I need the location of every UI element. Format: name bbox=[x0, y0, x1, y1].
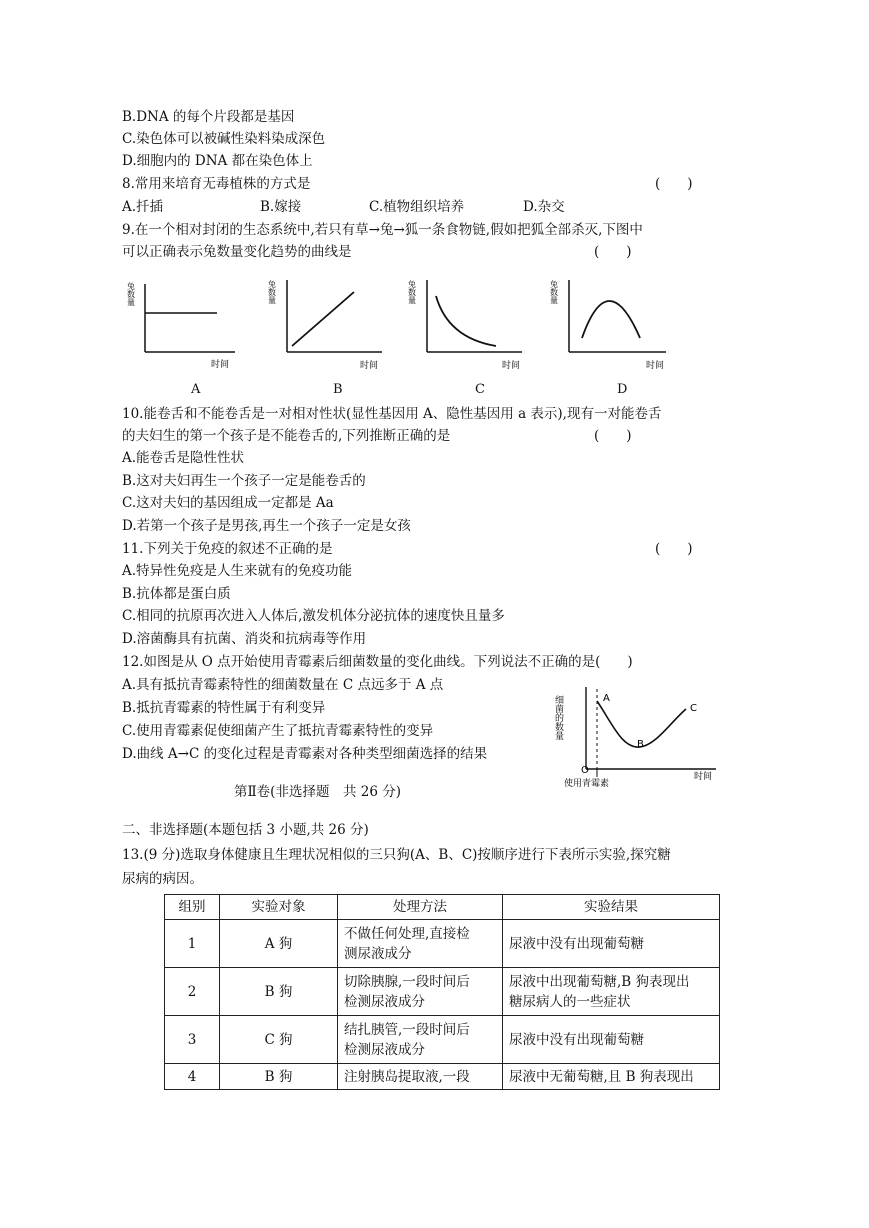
q11-option-b: B.抗体都是蛋白质 bbox=[122, 586, 231, 602]
q11-option-d: D.溶菌酶具有抗菌、消炎和抗病毒等作用 bbox=[122, 631, 367, 647]
q10-option-d: D.若第一个孩子是男孩,再生一个孩子一定是女孩 bbox=[122, 518, 411, 534]
table-cell-result: 尿液中没有出现葡萄糖 bbox=[503, 1016, 720, 1064]
q7-option-c: C.染色体可以被碱性染料染成深色 bbox=[122, 131, 326, 147]
q9-caption-c: C bbox=[475, 382, 485, 397]
q9-caption-d: D bbox=[617, 382, 628, 397]
q9-caption-a: A bbox=[191, 382, 201, 397]
q9-graph-a bbox=[125, 272, 237, 372]
graph-c-xlabel: 时间 bbox=[502, 361, 521, 371]
q12-graph-point-c: C bbox=[690, 703, 697, 714]
q9-caption-b: B bbox=[333, 382, 343, 397]
q12-option-c: C.使用青霉素促使细菌产生了抵抗青霉素特性的变异 bbox=[122, 723, 434, 739]
table-row bbox=[165, 920, 720, 968]
q9-graph-d bbox=[550, 272, 668, 372]
q12-graph-point-b: B bbox=[637, 739, 644, 750]
table-cell-result: 尿液中没有出现葡萄糖 bbox=[503, 920, 720, 968]
table-header-row bbox=[165, 895, 720, 920]
table-row bbox=[165, 1016, 720, 1064]
table-cell-group: 4 bbox=[165, 1064, 220, 1090]
q9-graph-b bbox=[268, 272, 384, 372]
q11-option-a: A.特异性免疫是人生来就有的免疫功能 bbox=[122, 563, 353, 579]
q7-option-d: D.细胞内的 DNA 都在染色体上 bbox=[122, 153, 313, 169]
q9-graph-c bbox=[408, 272, 524, 372]
q10-option-c: C.这对夫妇的基因组成一定都是 Aa bbox=[122, 495, 334, 511]
graph-b-curve bbox=[292, 292, 354, 346]
q12-graph-ylabel: 细菌的数量 bbox=[553, 695, 563, 740]
q9-stem-line1: 9.在一个相对封闭的生态系统中,若只有草→兔→狐一条食物链,假如把狐全部杀灭,下图中 bbox=[122, 222, 643, 238]
q10-answer-paren: ( ) bbox=[594, 428, 632, 444]
graph-a-ylabel: 兔数量 bbox=[126, 282, 136, 306]
table-header-method: 处理方法 bbox=[338, 895, 503, 920]
q12-graph-origin: O bbox=[581, 765, 589, 776]
table-cell-group: 1 bbox=[165, 920, 220, 968]
q12-graph-point-a: A bbox=[603, 693, 610, 704]
table-header-subject: 实验对象 bbox=[220, 895, 338, 920]
graph-d-curve bbox=[582, 301, 640, 338]
q8-stem: 8.常用来培育无毒植株的方式是 bbox=[122, 176, 311, 192]
q13-stem-line2: 尿病的病因。 bbox=[122, 871, 203, 887]
table-cell-subject: B 狗 bbox=[220, 968, 338, 1016]
q12-bacteria-graph bbox=[553, 683, 726, 795]
table-cell-group: 3 bbox=[165, 1016, 220, 1064]
table-header-result: 实验结果 bbox=[503, 895, 720, 920]
q12-option-b: B.抵抗青霉素的特性属于有利变异 bbox=[122, 700, 326, 716]
q10-option-a: A.能卷舌是隐性性状 bbox=[122, 450, 245, 466]
table-cell-method: 注射胰岛提取液,一段 bbox=[338, 1064, 503, 1090]
table-cell-result: 尿液中出现葡萄糖,B 狗表现出 糖尿病人的一些症状 bbox=[503, 968, 720, 1016]
table-row bbox=[165, 1064, 720, 1090]
q8-option-c: C.植物组织培养 bbox=[369, 199, 465, 215]
q13-stem-line1: 13.(9 分)选取身体健康且生理状况相似的三只狗(A、B、C)按顺序进行下表所示实验,探究糖 bbox=[122, 847, 671, 863]
table-cell-subject: C 狗 bbox=[220, 1016, 338, 1064]
graph-d-xlabel: 时间 bbox=[646, 361, 665, 371]
q8-answer-paren: ( ) bbox=[655, 176, 693, 192]
q10-stem-line1: 10.能卷舌和不能卷舌是一对相对性状(显性基因用 A、隐性基因用 a 表示),现有一对能卷舌 bbox=[122, 406, 662, 422]
q12-graph-under-label: 使用青霉素 bbox=[564, 779, 610, 789]
q10-option-b: B.这对夫妇再生一个孩子一定是能卷舌的 bbox=[122, 473, 366, 489]
table-cell-method: 不做任何处理,直接检 测尿液成分 bbox=[338, 920, 503, 968]
q7-option-b: B.DNA 的每个片段都是基因 bbox=[122, 109, 295, 125]
table-cell-subject: A 狗 bbox=[220, 920, 338, 968]
q11-answer-paren: ( ) bbox=[655, 541, 693, 557]
part2-title: 第Ⅱ卷(非选择题 共 26 分) bbox=[234, 784, 401, 800]
q9-answer-paren: ( ) bbox=[594, 244, 632, 260]
table-cell-result: 尿液中无葡萄糖,且 B 狗表现出 bbox=[503, 1064, 720, 1090]
table-cell-group: 2 bbox=[165, 968, 220, 1016]
graph-c-curve bbox=[436, 296, 496, 346]
graph-b-xlabel: 时间 bbox=[360, 361, 379, 371]
table-cell-method: 切除胰腺,一段时间后 检测尿液成分 bbox=[338, 968, 503, 1016]
q12-graph-xlabel: 时间 bbox=[694, 772, 713, 782]
graph-d-ylabel: 兔数量 bbox=[549, 280, 559, 304]
q13-experiment-table bbox=[164, 894, 720, 1090]
q12-option-a: A.具有抵抗青霉素特性的细菌数量在 C 点远多于 A 点 bbox=[122, 677, 444, 693]
q11-stem: 11.下列关于免疫的叙述不正确的是 bbox=[122, 541, 333, 557]
graph-c-ylabel: 兔数量 bbox=[407, 280, 417, 304]
graph-a-xlabel: 时间 bbox=[211, 360, 230, 370]
q9-stem-line2: 可以正确表示兔数量变化趋势的曲线是 bbox=[122, 244, 352, 260]
table-header-group: 组别 bbox=[165, 895, 220, 920]
graph-b-ylabel: 兔数量 bbox=[267, 280, 277, 304]
q8-option-b: B.嫁接 bbox=[260, 199, 302, 215]
table-cell-subject: B 狗 bbox=[220, 1064, 338, 1090]
q11-option-c: C.相同的抗原再次进入人体后,激发机体分泌抗体的速度快且量多 bbox=[122, 608, 505, 624]
q8-option-a: A.扦插 bbox=[122, 199, 164, 215]
q12-option-d: D.曲线 A→C 的变化过程是青霉素对各种类型细菌选择的结果 bbox=[122, 746, 488, 762]
q10-stem-line2: 的夫妇生的第一个孩子是不能卷舌的,下列推断正确的是 bbox=[122, 428, 451, 444]
table-cell-method: 结扎胰管,一段时间后 检测尿液成分 bbox=[338, 1016, 503, 1064]
table-row bbox=[165, 968, 720, 1016]
q12-stem: 12.如图是从 O 点开始使用青霉素后细菌数量的变化曲线。下列说法不正确的是( ) bbox=[122, 654, 633, 670]
q8-option-d: D.杂交 bbox=[523, 199, 565, 215]
section2-heading: 二、非选择题(本题包括 3 小题,共 26 分) bbox=[122, 822, 369, 838]
